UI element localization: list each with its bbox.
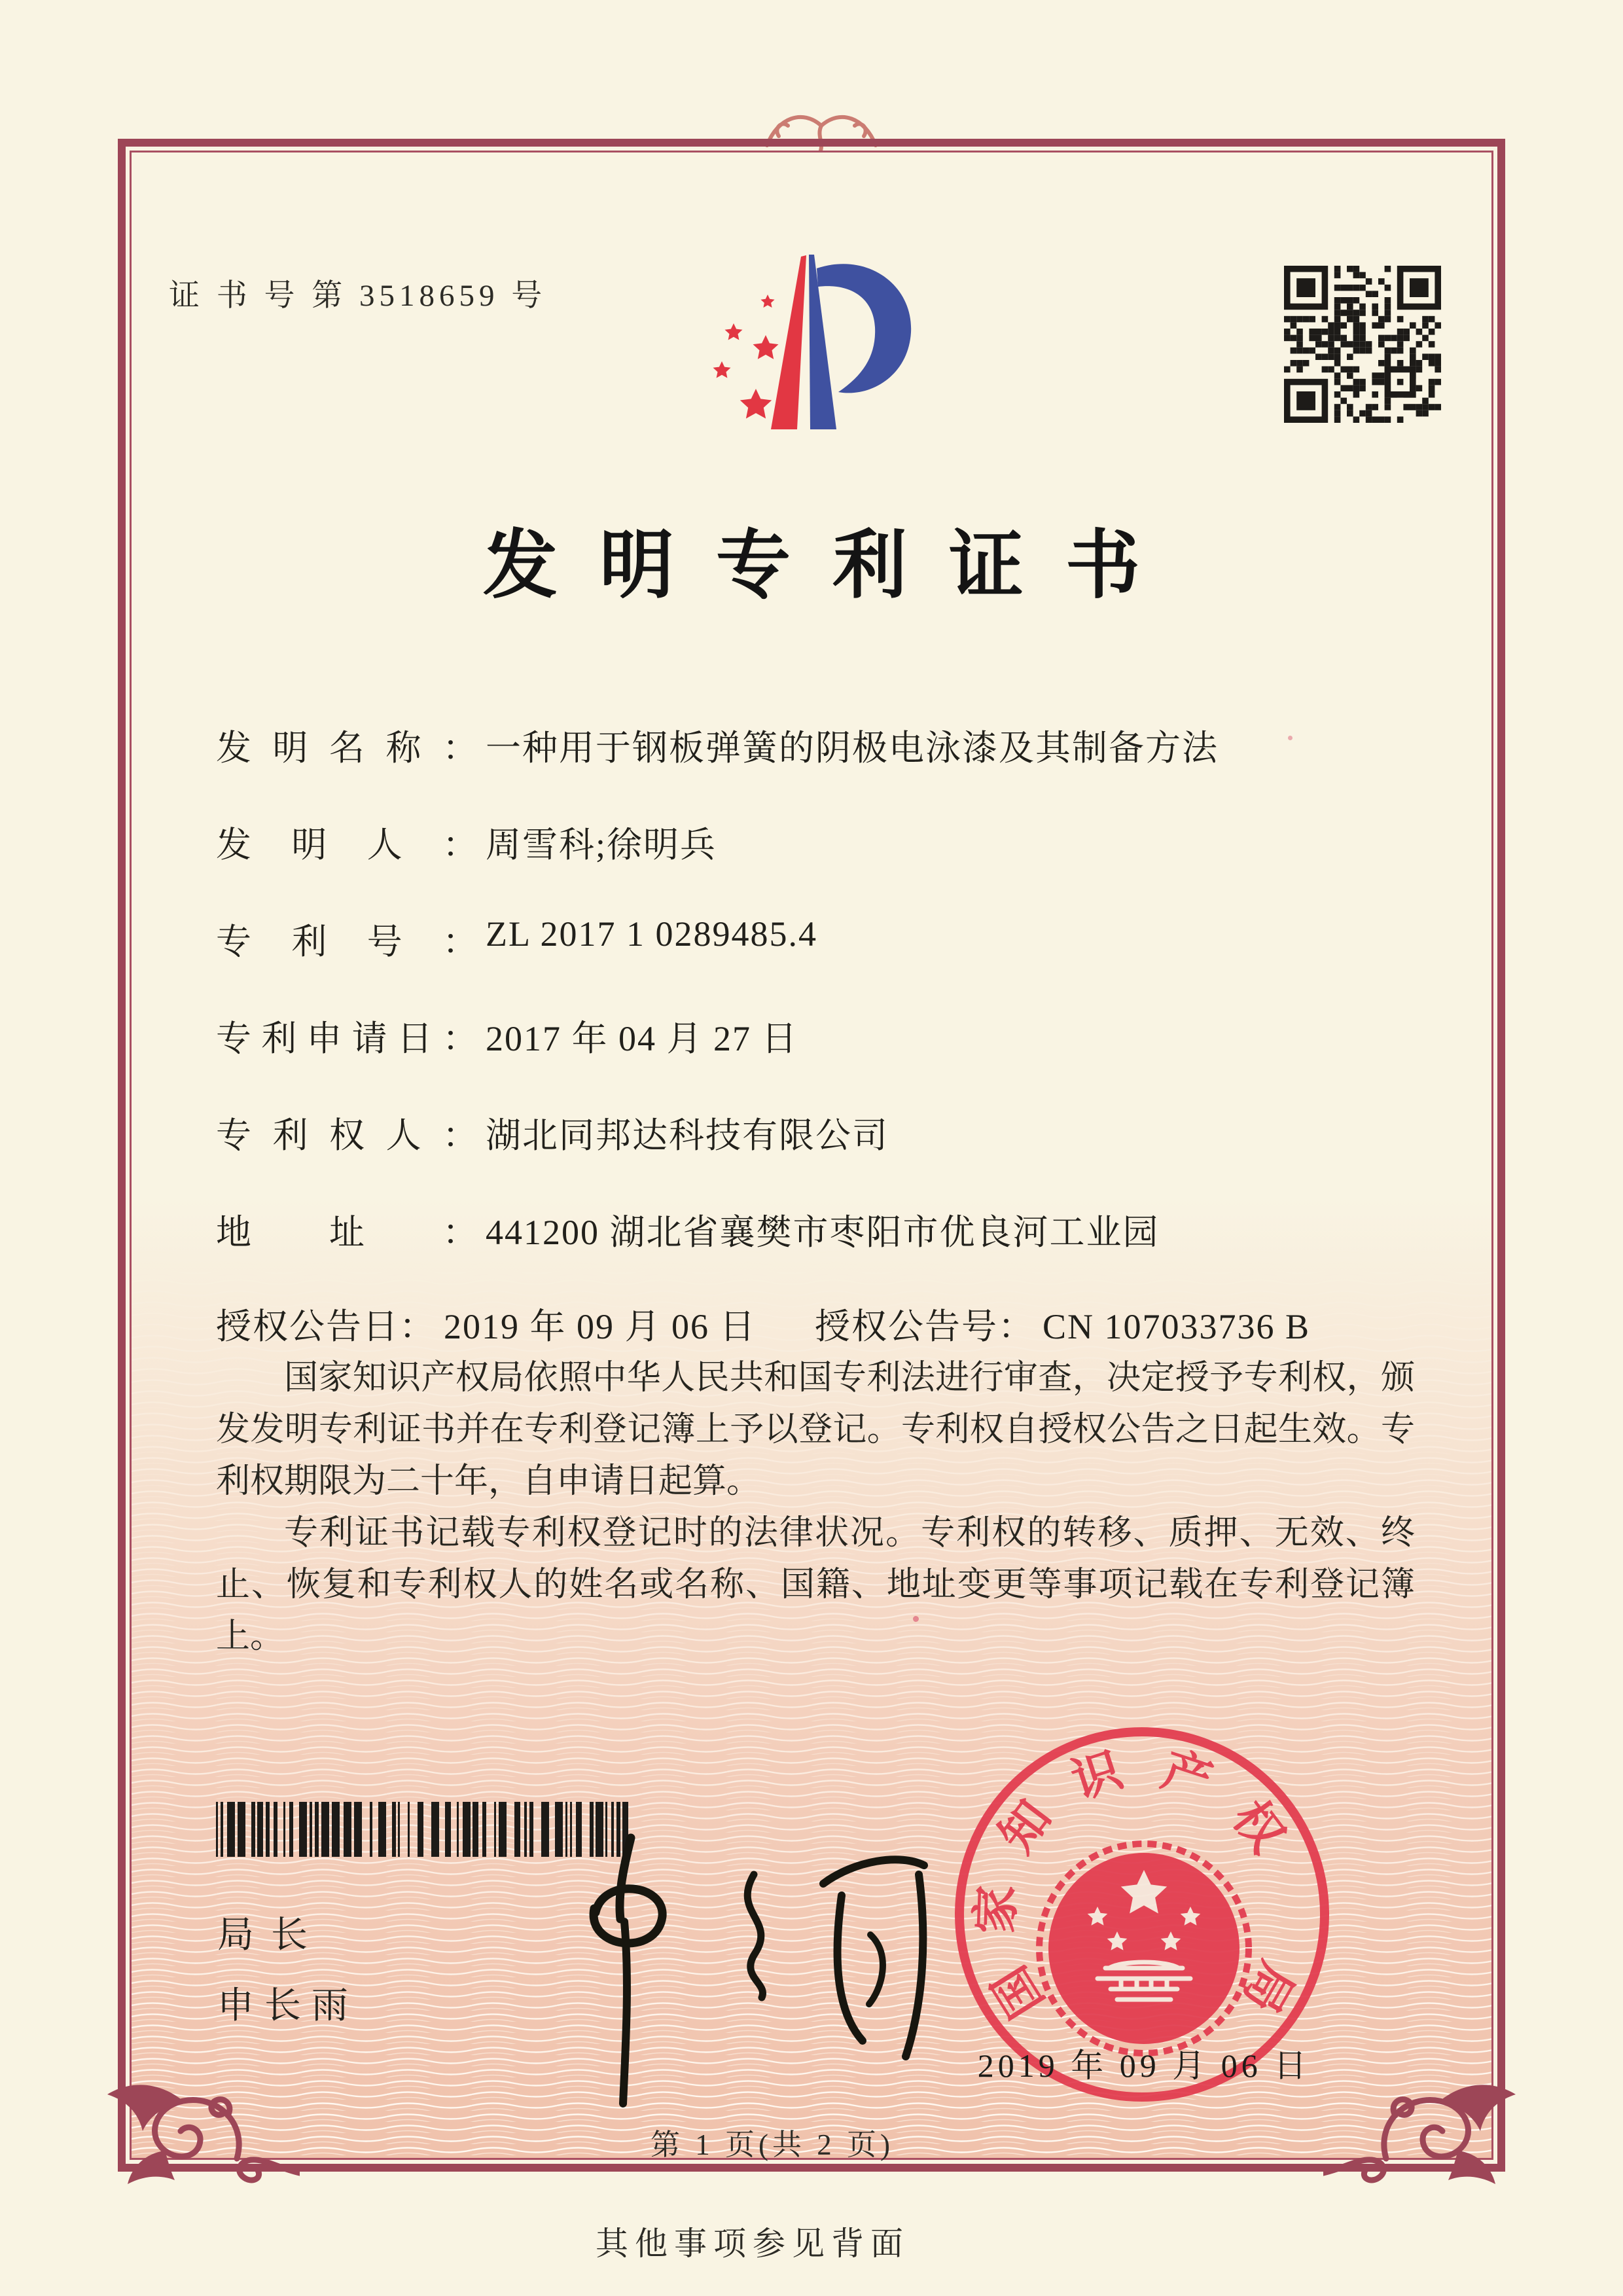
signer-title-label: 局长: [217, 1915, 325, 1956]
field-value: ZL 2017 1 0289485.4: [486, 914, 817, 954]
field-value: 湖北同邦达科技有限公司: [486, 1116, 889, 1155]
field-address: [216, 1204, 1446, 1250]
legal-paragraph-1: 国家知识产权局依照中华人民共和国专利法进行审查，决定授予专利权，颁发发明专利证书并在专利登记簿上予以登记。专利权自授权公告之日起生效。专利权期限为二十年，自申请日起算。: [216, 1359, 1415, 1500]
field-label: 专利申请日：: [216, 1019, 478, 1058]
seal-date: 2019 年 09 月 06 日: [977, 2047, 1311, 2084]
qr-code: [1284, 266, 1441, 423]
field-label: 专利权人：: [216, 1116, 478, 1155]
field-value: 2017 年 04 月 27 日: [486, 1019, 798, 1058]
field-label: 发明人：: [216, 825, 478, 865]
grant-date-pair: [216, 1299, 757, 1349]
signature-handwritten: [560, 1797, 953, 2125]
svg-text:国: 国: [983, 1956, 1055, 2026]
field-invention-name: [216, 720, 1446, 766]
field-patentee: [216, 1107, 1446, 1153]
field-label: 专利号：: [216, 922, 478, 961]
legal-text-block: [216, 1352, 1415, 1662]
field-patent-number: [216, 914, 1446, 960]
svg-text:产: 产: [1155, 1743, 1219, 1810]
grant-date-label: 授权公告日：: [216, 1307, 436, 1346]
grant-date-value: 2019 年 09 月 06 日: [444, 1307, 757, 1346]
border-corner-flourish-right: [1323, 2075, 1520, 2199]
certificate-number: 证 书 号 第 3518659 号: [169, 279, 547, 313]
logo-red-wedge: [771, 255, 806, 429]
signer-name-printed: 申长雨: [217, 1986, 359, 2026]
seal-national-emblem: [1039, 1844, 1249, 2053]
field-grant-row: [216, 1299, 1446, 1344]
grant-number-pair: [815, 1299, 1310, 1349]
field-filing-date: [216, 1011, 1446, 1056]
legal-paragraph-2: 专利证书记载专利权登记时的法律状况。专利权的转移、质押、无效、终止、恢复和专利权人的姓名或名称、国籍、地址变更等事项记载在专利登记簿上。: [216, 1515, 1415, 1655]
logo-blue-bowl: [817, 264, 911, 393]
field-label: 发明名称：: [216, 728, 478, 768]
field-inventor: [216, 817, 1446, 863]
cnipa-logo: [705, 240, 915, 449]
grant-number-label: 授权公告号：: [815, 1307, 1035, 1346]
page-number: 第 1 页(共 2 页): [651, 2128, 894, 2161]
svg-text:家: 家: [969, 1884, 1025, 1935]
svg-text:权: 权: [1222, 1791, 1294, 1863]
svg-text:局: 局: [1232, 1952, 1304, 2022]
field-value: 441200 湖北省襄樊市枣阳市优良河工业园: [486, 1213, 1160, 1252]
border-corner-flourish-left: [103, 2075, 300, 2199]
field-value: 一种用于钢板弹簧的阴极电泳漆及其制备方法: [486, 728, 1219, 768]
certificate-title: 发明专利证书: [482, 524, 1182, 607]
logo-stars: [713, 295, 779, 419]
field-value: 周雪科;徐明兵: [486, 825, 717, 865]
svg-text:识: 识: [1065, 1743, 1129, 1810]
svg-text:知: 知: [990, 1791, 1062, 1863]
field-label: 地址：: [216, 1213, 478, 1252]
back-side-note: 其他事项参见背面: [596, 2225, 910, 2262]
grant-number-value: CN 107033736 B: [1043, 1307, 1311, 1346]
